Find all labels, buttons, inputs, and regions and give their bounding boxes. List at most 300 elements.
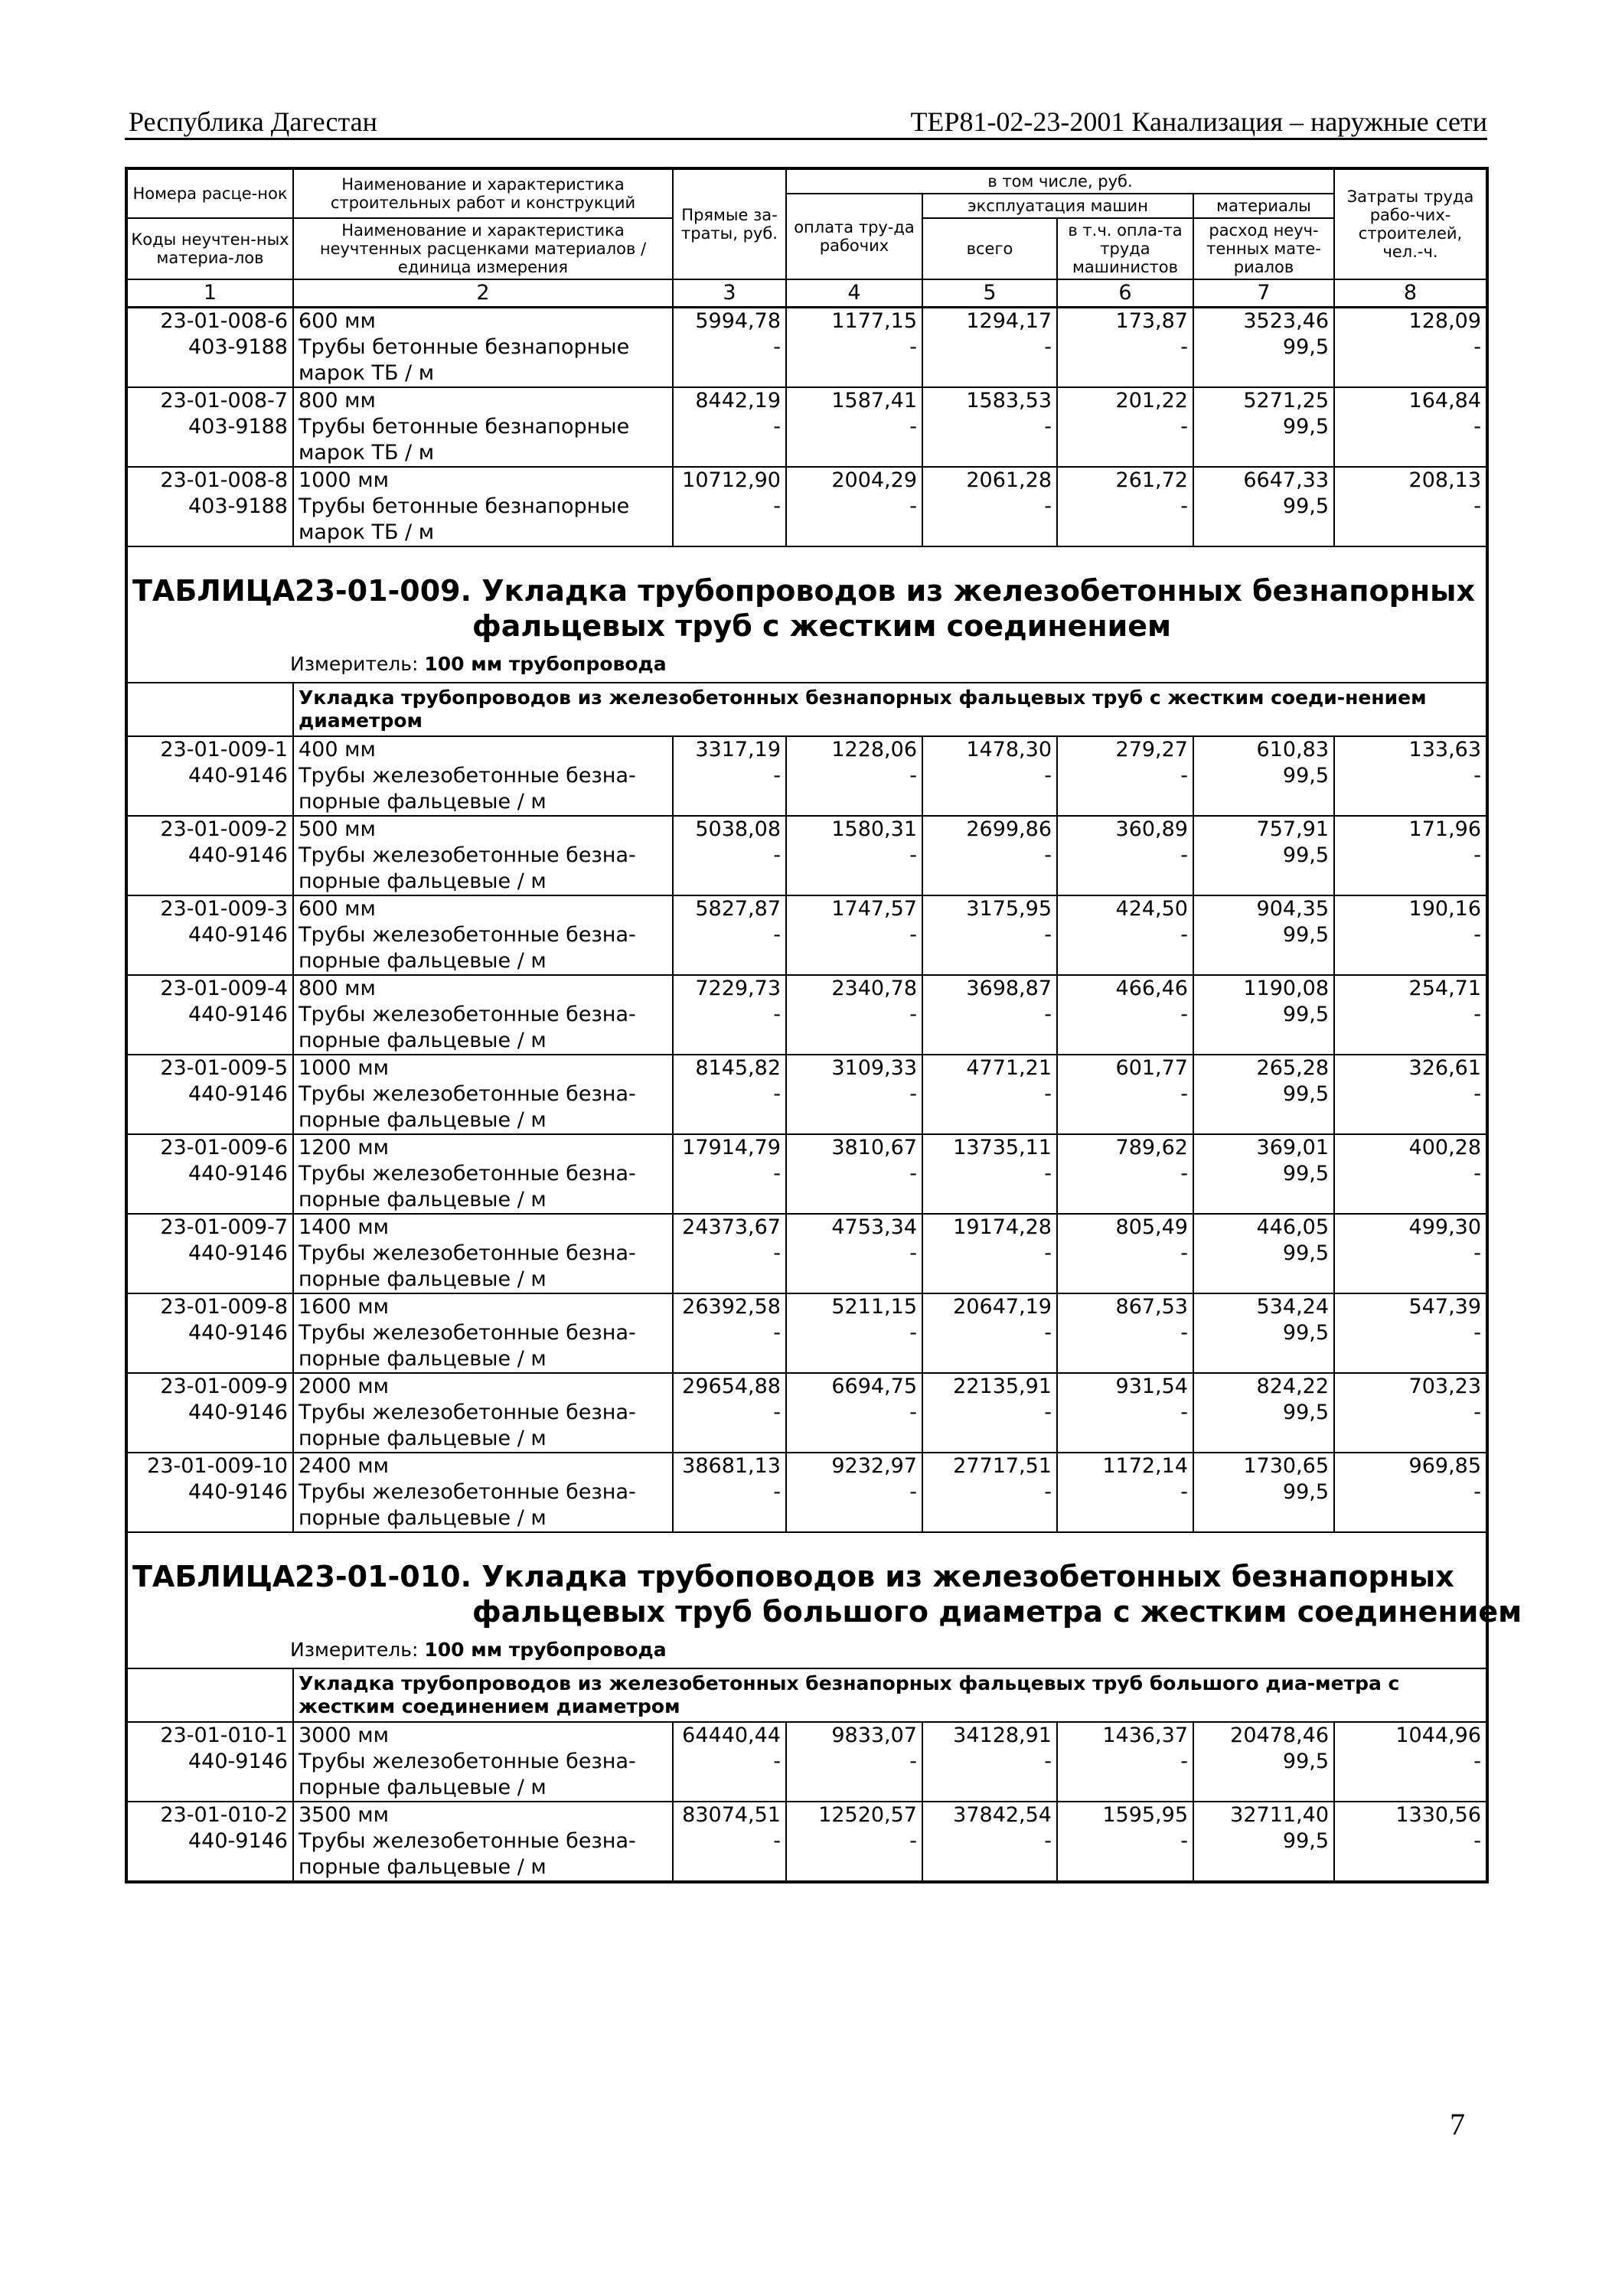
measure-label: Измеритель:	[290, 653, 419, 675]
material-value: -	[1057, 843, 1193, 895]
material-value: -	[786, 1828, 922, 1882]
rate-row	[126, 1453, 1487, 1479]
material-row	[126, 1479, 1487, 1532]
material-name: Трубы бетонные безнапорные марок ТБ / м	[293, 334, 673, 387]
running-header-left: Республика Дагестан	[129, 106, 377, 137]
rate-name: 1000 мм	[293, 467, 673, 494]
rate-value: 37842,54	[922, 1802, 1057, 1828]
rate-row	[126, 975, 1487, 1002]
material-value: -	[786, 1081, 922, 1134]
rate-value: 1330,56	[1334, 1802, 1487, 1828]
rate-code: 23-01-009-9	[126, 1373, 293, 1400]
material-value: 99,5	[1193, 763, 1334, 816]
rate-value: 17914,79	[673, 1134, 786, 1161]
rate-value: 3810,67	[786, 1134, 922, 1161]
page-number: 7	[1450, 2107, 1465, 2141]
material-row	[126, 1400, 1487, 1453]
hdr-material-codes: Коды неучтен-ных материа-лов	[126, 218, 293, 279]
material-value: -	[922, 1161, 1057, 1214]
hdr-materials: материалы	[1193, 194, 1334, 218]
material-value: -	[1057, 922, 1193, 975]
rate-value: 128,09	[1334, 308, 1487, 335]
material-value: -	[922, 1828, 1057, 1882]
material-value: -	[922, 763, 1057, 816]
rate-value: 8442,19	[673, 387, 786, 414]
material-value: 99,5	[1193, 1479, 1334, 1532]
material-value: -	[1473, 335, 1482, 359]
material-value: -	[922, 414, 1057, 467]
material-name: Трубы железобетонные безна-порные фальцевые / м	[293, 1161, 673, 1214]
hdr-machines: эксплуатация машин	[922, 194, 1193, 218]
rate-value: 7229,73	[673, 975, 786, 1002]
material-value: -	[673, 1828, 786, 1882]
col-number: 6	[1057, 279, 1193, 308]
material-name: Трубы железобетонные безна-порные фальцевые / м	[293, 1828, 673, 1882]
hdr-worker-pay: оплата тру-да рабочих	[786, 194, 922, 279]
material-value: -	[786, 1749, 922, 1802]
rate-value: 34128,91	[922, 1722, 1057, 1749]
rate-value: 265,28	[1193, 1055, 1334, 1081]
material-name: Трубы железобетонные безна-порные фальцевые / м	[293, 1081, 673, 1134]
rate-value: 466,46	[1057, 975, 1193, 1002]
rate-value: 3317,19	[673, 736, 786, 763]
group-heading: Укладка трубопроводов из железобетонных безнапорных фальцевых труб с жестким соеди-нением диаметром	[293, 683, 1487, 736]
rate-row	[126, 1722, 1487, 1749]
material-value: 99,5	[1193, 1002, 1334, 1055]
hdr-material-consumption: расход неуч-тенных мате-риалов	[1193, 218, 1334, 279]
material-value: -	[1057, 1002, 1193, 1055]
rate-code: 23-01-009-7	[126, 1214, 293, 1241]
material-value: 99,5	[1193, 414, 1334, 467]
rate-value: 3523,46	[1193, 308, 1334, 335]
table-010-title	[132, 1559, 1522, 1629]
material-row	[126, 414, 1487, 467]
material-value: -	[1057, 1320, 1193, 1373]
material-value: -	[786, 1479, 922, 1532]
rate-value: 703,23	[1334, 1373, 1487, 1400]
rate-code: 23-01-009-8	[126, 1293, 293, 1320]
material-name: Трубы железобетонные безна-порные фальцевые / м	[293, 1479, 673, 1532]
table-010-body	[126, 1722, 1487, 1882]
material-value: -	[1057, 334, 1193, 387]
material-code: 440-9146	[126, 1479, 293, 1532]
rate-value: 3109,33	[786, 1055, 922, 1081]
rate-name: 600 мм	[293, 895, 673, 922]
rate-value: 610,83	[1193, 736, 1334, 763]
rate-code: 23-01-010-1	[126, 1722, 293, 1749]
rate-value: 64440,44	[673, 1722, 786, 1749]
material-value: 99,5	[1193, 1749, 1334, 1802]
material-value: -	[673, 494, 786, 546]
rate-value: 400,28	[1334, 1134, 1487, 1161]
material-value: -	[1473, 1401, 1482, 1424]
rate-value: 2061,28	[922, 467, 1057, 494]
material-value: -	[1057, 1161, 1193, 1214]
hdr-rate-number: Номера расце-нок	[126, 168, 293, 218]
rate-value: 601,77	[1057, 1055, 1193, 1081]
rate-value: 9232,97	[786, 1453, 922, 1479]
material-name: Трубы железобетонные безна-порные фальцевые / м	[293, 922, 673, 975]
rate-row	[126, 387, 1487, 414]
table-009-body	[126, 736, 1487, 1532]
material-row	[126, 922, 1487, 975]
table-label: ТАБЛИЦА	[132, 1560, 295, 1593]
rate-value: 1190,08	[1193, 975, 1334, 1002]
rate-value: 969,85	[1334, 1453, 1487, 1479]
rate-row	[126, 1802, 1487, 1828]
material-row	[126, 763, 1487, 816]
material-name: Трубы железобетонные безна-порные фальцевые / м	[293, 1241, 673, 1293]
rate-value: 13735,11	[922, 1134, 1057, 1161]
section-008-body	[126, 308, 1487, 547]
material-value: -	[673, 1479, 786, 1532]
rate-value: 20478,46	[1193, 1722, 1334, 1749]
hdr-material-name: Наименование и характеристика неучтенных расценками материалов / единица измерения	[293, 218, 673, 279]
material-name: Трубы бетонные безнапорные марок ТБ / м	[293, 494, 673, 546]
material-value: -	[922, 843, 1057, 895]
material-code: 440-9146	[126, 922, 293, 975]
material-value: -	[786, 843, 922, 895]
rate-value: 20647,19	[922, 1293, 1057, 1320]
rate-row	[126, 1293, 1487, 1320]
material-row	[126, 494, 1487, 546]
hdr-labor-costs: Затраты труда рабо-чих-строителей, чел.-ч.	[1334, 168, 1487, 279]
hdr-work-name: Наименование и характеристика строительных работ и конструкций	[293, 168, 673, 218]
rate-value: 1595,95	[1057, 1802, 1193, 1828]
material-value: 99,5	[1193, 1241, 1334, 1293]
rate-value: 208,13	[1334, 467, 1487, 494]
rate-name: 800 мм	[293, 975, 673, 1002]
material-row	[126, 1241, 1487, 1293]
header-rule	[125, 138, 1487, 140]
rate-value: 3175,95	[922, 895, 1057, 922]
material-value: -	[673, 1400, 786, 1453]
material-value: -	[1473, 494, 1482, 518]
material-value: -	[1473, 1829, 1482, 1853]
material-row	[126, 1828, 1487, 1882]
rate-value: 5211,15	[786, 1293, 922, 1320]
rate-value: 1294,17	[922, 308, 1057, 335]
rate-value: 19174,28	[922, 1214, 1057, 1241]
rate-row	[126, 467, 1487, 494]
rate-value: 757,91	[1193, 816, 1334, 843]
material-row	[126, 334, 1487, 387]
table-title-line: 23-01-009. Укладка трубопроводов из железобетонных безнапорных	[295, 574, 1475, 608]
running-header-right: ТЕР81-02-23-2001 Канализация – наружные сети	[910, 106, 1487, 137]
rate-value: 424,50	[1057, 895, 1193, 922]
rate-name: 3000 мм	[293, 1722, 673, 1749]
hdr-direct-costs: Прямые за-траты, руб.	[673, 168, 786, 279]
table-title-line: фальцевых труб с жестким соединением	[472, 609, 1172, 643]
rate-value: 369,01	[1193, 1134, 1334, 1161]
rate-value: 824,22	[1193, 1373, 1334, 1400]
rate-value: 1228,06	[786, 736, 922, 763]
rate-value: 1730,65	[1193, 1453, 1334, 1479]
material-value: -	[1473, 1750, 1482, 1773]
rate-value: 499,30	[1334, 1214, 1487, 1241]
measure-value: 100 мм трубопровода	[424, 1639, 667, 1661]
rate-value: 26392,58	[673, 1293, 786, 1320]
rate-code: 23-01-009-6	[126, 1134, 293, 1161]
material-value: -	[1057, 1081, 1193, 1134]
material-value: -	[1057, 414, 1193, 467]
material-code: 403-9188	[126, 494, 293, 546]
material-value: -	[786, 1320, 922, 1373]
material-value: -	[786, 763, 922, 816]
rate-value: 2004,29	[786, 467, 922, 494]
rate-value: 24373,67	[673, 1214, 786, 1241]
rate-code: 23-01-008-8	[126, 467, 293, 494]
col-number: 3	[673, 279, 786, 308]
rate-value: 4771,21	[922, 1055, 1057, 1081]
rate-value: 2340,78	[786, 975, 922, 1002]
material-code: 403-9188	[126, 414, 293, 467]
material-row	[126, 1320, 1487, 1373]
rate-name: 2400 мм	[293, 1453, 673, 1479]
rate-row	[126, 816, 1487, 843]
rate-value: 931,54	[1057, 1373, 1193, 1400]
material-value: -	[922, 494, 1057, 546]
material-value: -	[922, 1479, 1057, 1532]
material-value: -	[1473, 1003, 1482, 1026]
rate-name: 3500 мм	[293, 1802, 673, 1828]
material-code: 440-9146	[126, 1241, 293, 1293]
material-row	[126, 1081, 1487, 1134]
rate-value: 6694,75	[786, 1373, 922, 1400]
col-number: 5	[922, 279, 1057, 308]
table-header	[126, 168, 1487, 308]
material-value: -	[786, 1400, 922, 1453]
material-code: 440-9146	[126, 1081, 293, 1134]
rate-code: 23-01-008-6	[126, 308, 293, 335]
rate-value: 1747,57	[786, 895, 922, 922]
material-value: -	[673, 763, 786, 816]
rate-value: 261,72	[1057, 467, 1193, 494]
material-value: -	[786, 1241, 922, 1293]
rate-name: 400 мм	[293, 736, 673, 763]
rate-value: 5827,87	[673, 895, 786, 922]
material-value: -	[1473, 1321, 1482, 1345]
col-number: 1	[126, 279, 293, 308]
rate-value: 805,49	[1057, 1214, 1193, 1241]
material-code: 440-9146	[126, 1002, 293, 1055]
rate-code: 23-01-009-5	[126, 1055, 293, 1081]
material-name: Трубы железобетонные безна-порные фальцевые / м	[293, 1320, 673, 1373]
rate-value: 2699,86	[922, 816, 1057, 843]
material-value: -	[922, 1081, 1057, 1134]
rate-code: 23-01-009-1	[126, 736, 293, 763]
material-value: -	[922, 1241, 1057, 1293]
rate-value: 4753,34	[786, 1214, 922, 1241]
material-row	[126, 1749, 1487, 1802]
material-value: -	[786, 1002, 922, 1055]
rate-value: 10712,90	[673, 467, 786, 494]
table-009-heading	[126, 546, 1487, 736]
material-value: 99,5	[1193, 1828, 1334, 1882]
material-name: Трубы железобетонные безна-порные фальцевые / м	[293, 1400, 673, 1453]
material-value: 99,5	[1193, 1161, 1334, 1214]
rate-value: 32711,40	[1193, 1802, 1334, 1828]
col-number: 4	[786, 279, 922, 308]
rate-row	[126, 308, 1487, 335]
rate-value: 1580,31	[786, 816, 922, 843]
rates-table	[125, 167, 1522, 1883]
rate-name: 800 мм	[293, 387, 673, 414]
rate-value: 279,27	[1057, 736, 1193, 763]
material-value: -	[1057, 1749, 1193, 1802]
material-value: -	[1473, 923, 1482, 947]
material-value: -	[1473, 1082, 1482, 1106]
rate-value: 83074,51	[673, 1802, 786, 1828]
rate-value: 1583,53	[922, 387, 1057, 414]
material-value: -	[786, 414, 922, 467]
material-value: -	[786, 334, 922, 387]
rate-value: 9833,07	[786, 1722, 922, 1749]
rate-row	[126, 895, 1487, 922]
material-code: 440-9146	[126, 1828, 293, 1882]
material-value: -	[1473, 843, 1482, 867]
material-value: -	[1473, 764, 1482, 788]
table-title-line: 23-01-010. Укладка трубоповодов из железобетонных безнапорных	[295, 1560, 1454, 1593]
material-value: -	[673, 1241, 786, 1293]
table-title-line: фальцевых труб большого диаметра с жестким соединением	[472, 1595, 1522, 1629]
rate-value: 22135,91	[922, 1373, 1057, 1400]
rate-value: 547,39	[1334, 1293, 1487, 1320]
rate-value: 27717,51	[922, 1453, 1057, 1479]
material-value: -	[673, 1749, 786, 1802]
rate-value: 3698,87	[922, 975, 1057, 1002]
hdr-machines-total: всего	[922, 218, 1057, 279]
rate-value: 867,53	[1057, 1293, 1193, 1320]
material-code: 440-9146	[126, 1320, 293, 1373]
rate-value: 12520,57	[786, 1802, 922, 1828]
material-value: -	[786, 494, 922, 546]
group-heading: Укладка трубопроводов из железобетонных безнапорных фальцевых труб большого диа-метра с жестким соединением диаметром	[293, 1668, 1487, 1722]
material-value: -	[922, 1749, 1057, 1802]
rate-row	[126, 1134, 1487, 1161]
material-value: -	[1057, 494, 1193, 546]
rate-code: 23-01-009-2	[126, 816, 293, 843]
rate-value: 904,35	[1193, 895, 1334, 922]
table-009-title	[132, 573, 1481, 643]
table-label: ТАБЛИЦА	[132, 574, 295, 608]
rate-value: 789,62	[1057, 1134, 1193, 1161]
rate-name: 1200 мм	[293, 1134, 673, 1161]
rate-row	[126, 736, 1487, 763]
material-value: -	[1057, 1241, 1193, 1293]
rate-value: 254,71	[1334, 975, 1487, 1002]
material-name: Трубы железобетонные безна-порные фальцевые / м	[293, 843, 673, 895]
material-value: 99,5	[1193, 843, 1334, 895]
rate-name: 1400 мм	[293, 1214, 673, 1241]
rate-value: 5994,78	[673, 308, 786, 335]
col-number: 2	[293, 279, 673, 308]
rate-value: 133,63	[1334, 736, 1487, 763]
material-value: 99,5	[1193, 922, 1334, 975]
rate-value: 6647,33	[1193, 467, 1334, 494]
material-value: -	[673, 1081, 786, 1134]
rate-value: 326,61	[1334, 1055, 1487, 1081]
material-value: -	[673, 414, 786, 467]
material-value: -	[1473, 415, 1482, 439]
rate-value: 8145,82	[673, 1055, 786, 1081]
material-value: -	[673, 1002, 786, 1055]
col-number: 8	[1334, 279, 1487, 308]
material-value: 99,5	[1193, 334, 1334, 387]
material-value: -	[922, 1002, 1057, 1055]
material-row	[126, 1161, 1487, 1214]
material-value: -	[922, 1400, 1057, 1453]
rate-code: 23-01-009-10	[126, 1453, 293, 1479]
material-code: 440-9146	[126, 843, 293, 895]
rate-value: 29654,88	[673, 1373, 786, 1400]
material-value: -	[673, 334, 786, 387]
rate-name: 600 мм	[293, 308, 673, 335]
rate-value: 534,24	[1193, 1293, 1334, 1320]
material-value: 99,5	[1193, 1081, 1334, 1134]
material-value: 99,5	[1193, 1400, 1334, 1453]
rate-value: 201,22	[1057, 387, 1193, 414]
material-value: -	[1057, 763, 1193, 816]
material-row	[126, 1002, 1487, 1055]
material-value: -	[1473, 1480, 1482, 1504]
material-value: -	[1057, 1828, 1193, 1882]
material-code: 440-9146	[126, 1161, 293, 1214]
material-value: -	[922, 1320, 1057, 1373]
material-code: 440-9146	[126, 1400, 293, 1453]
rate-value: 1478,30	[922, 736, 1057, 763]
rate-value: 38681,13	[673, 1453, 786, 1479]
material-code: 403-9188	[126, 334, 293, 387]
material-name: Трубы железобетонные безна-порные фальцевые / м	[293, 763, 673, 816]
material-name: Трубы железобетонные безна-порные фальцевые / м	[293, 1749, 673, 1802]
material-name: Трубы железобетонные безна-порные фальцевые / м	[293, 1002, 673, 1055]
material-value: -	[786, 922, 922, 975]
material-value: -	[1057, 1479, 1193, 1532]
measure-label: Измеритель:	[290, 1639, 419, 1661]
rate-code: 23-01-009-3	[126, 895, 293, 922]
rate-name: 1000 мм	[293, 1055, 673, 1081]
material-value: -	[1473, 1241, 1482, 1265]
rate-code: 23-01-010-2	[126, 1802, 293, 1828]
rate-value: 1044,96	[1334, 1722, 1487, 1749]
rate-value: 1436,37	[1057, 1722, 1193, 1749]
material-value: -	[922, 922, 1057, 975]
material-value: -	[673, 843, 786, 895]
hdr-operator-pay: в т.ч. опла-та труда машинистов	[1057, 218, 1193, 279]
material-code: 440-9146	[126, 1749, 293, 1802]
material-value: -	[673, 1161, 786, 1214]
material-value: -	[786, 1161, 922, 1214]
material-value: 99,5	[1193, 1320, 1334, 1373]
rate-value: 5271,25	[1193, 387, 1334, 414]
rate-code: 23-01-008-7	[126, 387, 293, 414]
rate-value: 1177,15	[786, 308, 922, 335]
rate-value: 360,89	[1057, 816, 1193, 843]
material-value: 99,5	[1193, 494, 1334, 546]
material-value: -	[1057, 1400, 1193, 1453]
hdr-including: в том числе, руб.	[786, 168, 1334, 194]
material-row	[126, 843, 1487, 895]
rate-row	[126, 1055, 1487, 1081]
rate-value: 171,96	[1334, 816, 1487, 843]
material-name: Трубы бетонные безнапорные марок ТБ / м	[293, 414, 673, 467]
measure-value: 100 мм трубопровода	[424, 653, 667, 675]
rate-value: 5038,08	[673, 816, 786, 843]
table-010-heading	[126, 1532, 1522, 1722]
rate-row	[126, 1373, 1487, 1400]
rate-value: 190,16	[1334, 895, 1487, 922]
